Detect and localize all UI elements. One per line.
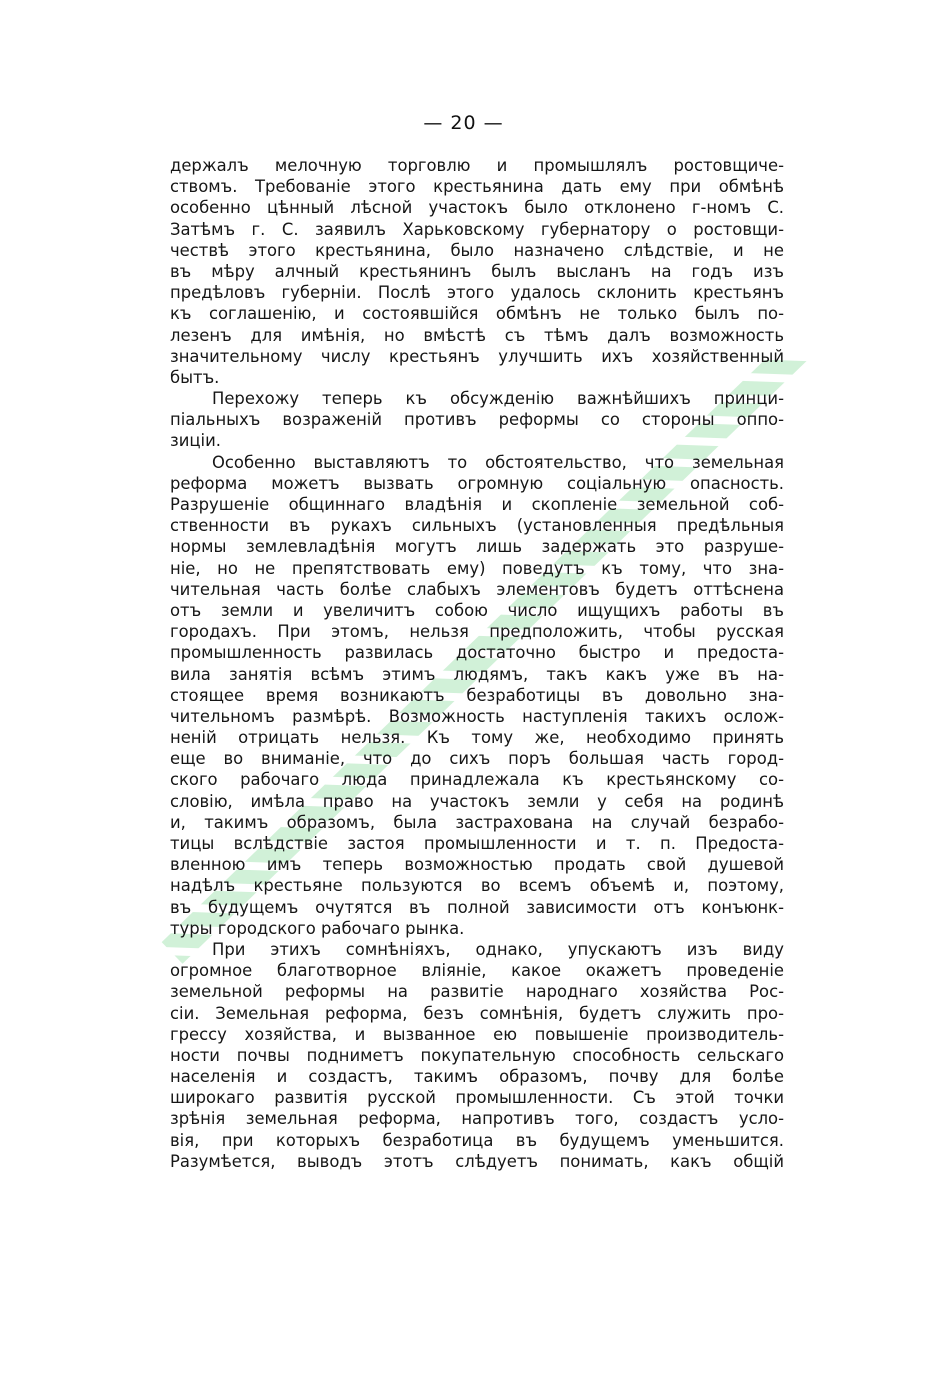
text-line: зиціи. — [170, 431, 221, 451]
text-line: неній отрицать нельзя. Къ тому же, необходимо принять — [170, 728, 784, 748]
text-line: нормы землевладѣнія могутъ лишь задержать это разруше- — [170, 537, 784, 557]
text-line: словію, имѣла право на участокъ земли у себя на родинѣ — [170, 791, 784, 811]
text-line: вила занятія всѣмъ этимъ людямъ, такъ какъ уже въ на- — [170, 664, 784, 684]
text-line: ствомъ. Требованіе этого крестьянина дать ему при обмѣнѣ — [170, 177, 784, 197]
text-line: городахъ. При этомъ, нельзя предположить, чтобы русская — [170, 622, 784, 642]
text-line: Затѣмъ г. С. заявилъ Харьковскому губернатору о ростовщи- — [170, 219, 784, 239]
text-line: къ соглашенію, и состоявшійся обмѣнъ не только былъ по- — [170, 304, 784, 324]
text-line: Особенно выставляютъ то обстоятельство, что земельная — [212, 452, 784, 472]
text-line: еще во вниманіе, что до сихъ поръ большая часть город- — [170, 749, 784, 769]
text-line: особенно цѣнный лѣсной участокъ было отклонено г-номъ С. — [170, 198, 784, 218]
text-line: піальныхъ возраженій противъ реформы со стороны оппо- — [170, 410, 784, 430]
text-line: реформа можетъ вызвать огромную соціальную опасность. — [170, 473, 784, 493]
text-line: широкаго развитія русской промышленности. Съ этой точки — [170, 1088, 784, 1108]
text-line: и, такимъ образомъ, была застрахована на случай безрабо- — [170, 812, 784, 832]
text-line: въ будущемъ очутятся въ полной зависимости отъ конъюнк- — [170, 897, 784, 917]
text-line: Разрушеніе общиннаго владѣнія и скопленіе земельной соб- — [170, 495, 784, 514]
text-line: Перехожу теперь къ обсужденію важнѣйшихъ принци- — [212, 389, 784, 409]
text-line: вія, при которыхъ безработица въ будущемъ уменьшится. — [170, 1130, 784, 1150]
text-line: бытъ. — [170, 367, 220, 387]
text-line: сіи. Земельная реформа, безъ сомнѣнія, будетъ служить про- — [170, 1003, 784, 1023]
text-line: чительная часть болѣе слабыхъ элементовъ будетъ оттѣснена — [170, 579, 784, 599]
text-line: надѣлъ крестьяне пользуются во всемъ объемѣ и, поэтому, — [170, 876, 784, 896]
text-line: вленною имъ теперь возможностью продать свой душевой — [170, 855, 784, 875]
text-line: При этихъ сомнѣніяхъ, однако, упускаютъ изъ виду — [212, 939, 784, 959]
text-line: лезенъ для имѣнія, но вмѣстѣ съ тѣмъ далъ возможность — [170, 325, 784, 345]
text-line: въ мѣру алчный крестьянинъ былъ высланъ на годъ изъ — [170, 261, 784, 281]
text-line: держалъ мелочную торговлю и промышлялъ ростовщиче- — [170, 156, 784, 175]
text-line: промышленность развилась достаточно быстро и предоста- — [170, 643, 784, 663]
text-line: отъ земли и увеличитъ собою число ищущихъ работы въ — [170, 600, 784, 620]
text-line: зрѣнія земельная реформа, напротивъ того, создастъ усло- — [170, 1109, 784, 1129]
text-line: предѣловъ губерніи. Послѣ этого удалось склонить крестьянъ — [170, 283, 784, 303]
text-line: земельной реформы на развитіе народнаго хозяйства Рос- — [170, 982, 784, 1002]
text-line: туры городского рабочаго рынка. — [170, 918, 465, 938]
text-line: грессу хозяйства, и вызванное ею повышеніе производитель- — [170, 1024, 784, 1044]
text-line: чествѣ этого крестьянина, было назначено слѣдствіе, и не — [170, 240, 784, 260]
body-text — [170, 155, 784, 1172]
text-line: Разумѣется, выводъ этотъ слѣдуетъ понимать, какъ общій — [170, 1151, 784, 1171]
text-line: ственности въ рукахъ сильныхъ (установленныя предѣльныя — [170, 516, 784, 536]
text-line: ніе, но не препятствовать ему) поведутъ къ тому, что зна- — [170, 558, 784, 578]
text-line: стоящее время возникаютъ безработицы въ довольно зна- — [170, 685, 784, 705]
text-line: ности почвы подниметъ покупательную способность сельскаго — [170, 1045, 784, 1065]
text-line: огромное благотворное вліяніе, какое окажетъ проведеніе — [170, 961, 784, 981]
text-line: тицы вслѣдствіе застоя промышленности и т. п. Предоста- — [170, 834, 784, 853]
text-line: чительномъ размѣрѣ. Возможность наступленія такихъ ослож- — [170, 706, 784, 726]
text-line: населенія и создастъ, такимъ образомъ, почву для болѣе — [170, 1067, 784, 1087]
text-line: ского рабочаго люда принадлежала къ крестьянскому со- — [170, 770, 784, 790]
text-line: значительному числу крестьянъ улучшить ихъ хозяйственный — [170, 346, 784, 366]
page-number: — 20 — — [423, 112, 504, 134]
